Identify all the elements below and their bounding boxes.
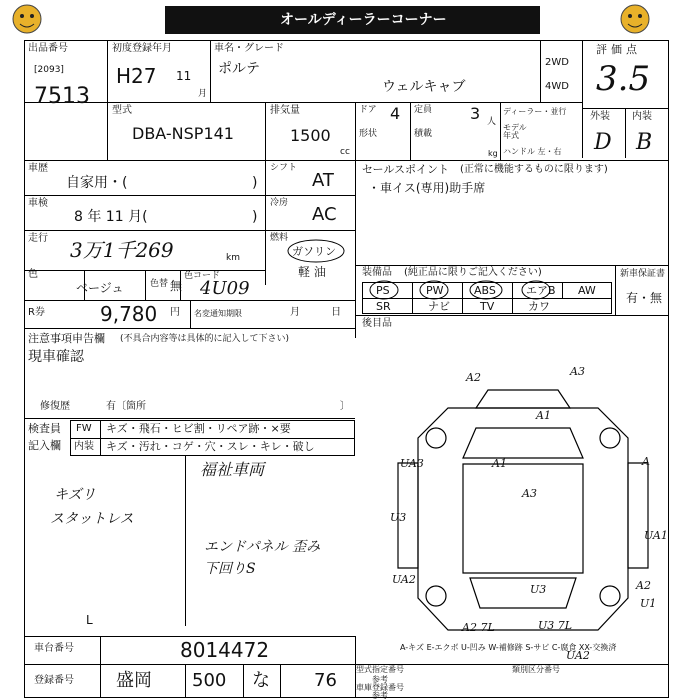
inspector-row2-head: 内装: [74, 441, 94, 452]
equip-sr: SR: [376, 300, 391, 313]
hand-note-left-1: キズリ: [54, 487, 96, 503]
load-unit: kg: [488, 149, 498, 158]
diag-label-11: U3: [530, 583, 547, 596]
inspector-label-2: 記入欄: [28, 439, 61, 452]
displacement-unit: cc: [340, 147, 350, 157]
repair-value: 有〔箇所: [106, 401, 146, 412]
lot-number: 7513: [34, 84, 90, 109]
diag-label-8: U3: [390, 511, 407, 524]
equip-abs: ABS: [474, 284, 496, 297]
inspector-label-1: 検査員: [28, 422, 61, 435]
plate-kana: な: [252, 670, 270, 691]
doors-label: ドア: [359, 105, 377, 115]
fuel-diesel: 軽 油: [298, 265, 326, 279]
mileage-unit: km: [226, 253, 240, 263]
notes-label: 注意事項申告欄: [28, 332, 105, 345]
rear-items-label: 後目品: [362, 318, 392, 329]
footer-ref-2: 参考: [372, 691, 388, 700]
doors-value: 4: [390, 104, 401, 123]
history-label: 車歴: [28, 163, 48, 174]
repair-label: 修復歴: [40, 401, 70, 412]
model-year-label: モデル 年式: [503, 123, 527, 140]
color-value: ベージュ: [76, 281, 124, 295]
ac-value: AC: [312, 204, 337, 225]
equip-aw: AW: [578, 284, 596, 297]
equip-airbag: エアB: [526, 284, 556, 297]
equip-leather: カワ: [528, 300, 550, 313]
drive-2wd: 2WD: [545, 57, 569, 68]
chassis-label: 車台番号: [34, 643, 74, 654]
first-reg-month-suffix: 月: [198, 89, 208, 99]
equip-pw: PW: [426, 284, 444, 297]
dealer-label: ディーラー・並行: [503, 107, 567, 116]
fuel-circle-mark: [286, 238, 346, 264]
new-warranty-value: 有・無: [626, 291, 663, 305]
inspector-row1: キズ・飛石・ヒビ割・リペア跡・×要: [106, 422, 291, 435]
score-ext-value: D: [594, 130, 612, 155]
score-ext-label: 外装: [590, 111, 610, 122]
notes-hint: (不具合内容等は具体的に記入して下さい): [120, 334, 290, 344]
shape-label: 形状: [359, 129, 378, 139]
color-code-label: 色コード: [184, 271, 221, 281]
first-reg-month: 11: [176, 69, 192, 83]
diagram-legend: A-キズ E-エクボ U-凹み W-補修跡 S-サビ C-腐食 XX-交換済: [400, 643, 617, 652]
first-reg-year: H27: [116, 64, 157, 88]
left-lion-logo-icon: [10, 2, 44, 36]
hand-note-center-1: 福祉車両: [200, 460, 265, 479]
equipment-circle-marks: [362, 280, 612, 300]
diag-label-5: A1: [492, 457, 507, 470]
footer-ref-1: 参考: [372, 675, 388, 684]
history-close: ): [252, 175, 258, 191]
plate-deadline-value: 月 日: [290, 307, 342, 318]
model-value: DBA-NSP141: [132, 124, 234, 143]
score-int-value: B: [636, 130, 653, 155]
history-value: 自家用・(: [66, 175, 128, 191]
repair-close: 〕: [340, 401, 350, 412]
diag-label-14: A2 7L: [462, 621, 495, 634]
color-change-label: 色替: [150, 279, 169, 289]
footer-type-no: 型式指定番号: [356, 665, 404, 674]
displacement-value: 1500: [290, 126, 331, 145]
footer-class-no: 類別区分番号: [512, 665, 560, 674]
ac-label: 冷房: [270, 198, 289, 208]
diag-label-13: U1: [640, 597, 657, 610]
plate-region: 盛岡: [116, 670, 152, 691]
inspector-row1-head: FW: [76, 423, 92, 434]
sales-hint: (正常に機能するものに限ります): [460, 164, 608, 175]
car-name: ポルテ: [218, 61, 260, 77]
lot-sub: [2093]: [34, 65, 64, 75]
diag-label-10: UA2: [392, 573, 416, 586]
capacity-label: 定員: [414, 105, 433, 115]
inspection-value: 8 年 11 月(: [74, 209, 148, 225]
diag-label-3: A1: [536, 409, 551, 422]
notes-value: 現車確認: [28, 349, 84, 365]
recycle-value: 9,780: [100, 302, 158, 326]
diag-label-15: U3 7L: [538, 619, 573, 632]
inspection-label: 車検: [28, 198, 48, 209]
shift-label: シフト: [270, 163, 298, 173]
new-warranty-label: 新車保証書: [620, 269, 666, 279]
plate-label: 登録番号: [34, 675, 74, 686]
fuel-label: 燃料: [270, 233, 289, 243]
recycle-label: R券: [28, 307, 45, 318]
equip-ps: PS: [376, 284, 390, 297]
score-label: 評価点: [596, 43, 641, 56]
diag-label-1: A2: [466, 371, 481, 384]
diag-label-7: A: [642, 455, 650, 468]
diag-label-6: A3: [522, 487, 537, 500]
header-title: オールディーラーコーナー: [280, 12, 447, 28]
equipment-label: 装備品: [362, 267, 392, 278]
equipment-hint: (純正品に限りご記入ください): [404, 267, 542, 278]
footer-garage-no: 車庫登録番号: [356, 683, 404, 692]
recycle-unit: 円: [170, 307, 180, 318]
fuel-gasoline: ガソリン: [292, 245, 336, 258]
car-name-label: 車名・グレード: [214, 43, 284, 54]
diag-label-4: UA3: [400, 457, 424, 470]
equip-navi: ナビ: [428, 300, 450, 313]
plate-deadline-label: 名変通知期限: [194, 309, 242, 318]
color-change-value: 無: [170, 279, 183, 293]
sales-point: ・車イス(専用)助手席: [368, 181, 486, 195]
shift-value: AT: [312, 170, 334, 191]
load-label: 積載: [414, 129, 433, 139]
diag-label-16: UA2: [566, 649, 590, 662]
score-value: 3.5: [596, 59, 651, 99]
chassis-value: 8014472: [180, 638, 270, 662]
hand-mark-l: L: [86, 613, 93, 627]
hand-note-center-3: 下回りS: [204, 561, 256, 577]
color-code-value: 4U09: [200, 278, 250, 299]
plate-class: 500: [192, 670, 227, 691]
displacement-label: 排気量: [270, 105, 300, 116]
right-lion-logo-icon: [618, 2, 652, 36]
car-grade: ウェルキャブ: [382, 79, 466, 95]
capacity-unit: 人: [487, 117, 497, 127]
handle-label: ハンドル 左・右: [503, 147, 562, 156]
color-label: 色: [28, 269, 38, 280]
capacity-value: 3: [470, 104, 481, 123]
diag-label-12: A2: [636, 579, 651, 592]
plate-number: 76: [314, 670, 337, 691]
inspection-close: ): [252, 209, 258, 225]
model-label: 型式: [112, 105, 132, 116]
mileage-value: 3万1千269: [70, 238, 174, 262]
hand-note-left-2: スタットレス: [50, 511, 134, 527]
hand-note-center-2: エンドパネル 歪み: [204, 539, 321, 555]
score-int-label: 内装: [632, 111, 652, 122]
first-reg-label: 初度登録年月: [112, 43, 172, 54]
sales-label: セールスポイント: [362, 163, 450, 176]
mileage-label: 走行: [28, 233, 48, 244]
lot-label: 出品番号: [28, 43, 68, 54]
inspector-row2: キズ・汚れ・コゲ・穴・スレ・キレ・破し: [106, 440, 315, 453]
diag-label-9: UA1: [644, 529, 668, 542]
car-damage-diagram: [378, 365, 668, 638]
diag-label-2: A3: [570, 365, 585, 378]
drive-4wd: 4WD: [545, 81, 569, 92]
equip-tv: TV: [480, 300, 495, 313]
